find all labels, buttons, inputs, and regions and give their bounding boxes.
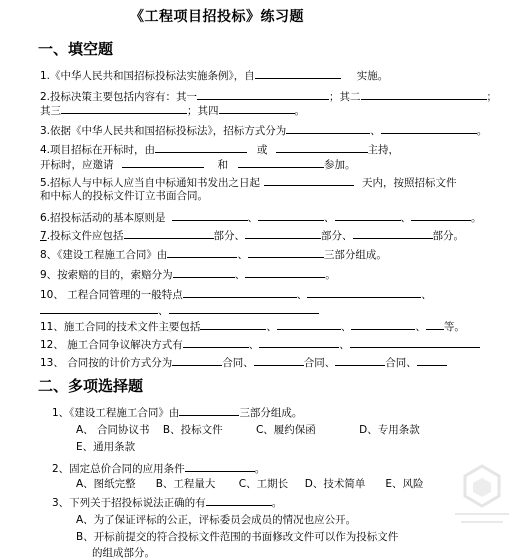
mc-question-3: 3、下列关于招投标说法正确的有 。 <box>52 494 282 510</box>
answer-blank[interactable] <box>185 460 255 472</box>
answer-blank[interactable] <box>173 266 235 278</box>
answer-blank[interactable] <box>167 246 237 258</box>
answer-blank[interactable] <box>172 354 222 366</box>
answer-blank[interactable] <box>417 354 447 366</box>
answer-blank[interactable] <box>238 156 324 168</box>
answer-blank[interactable] <box>122 156 204 168</box>
answer-blank[interactable] <box>179 404 239 416</box>
answer-blank[interactable] <box>124 227 214 239</box>
question-3: 3.依据《中华人民共和国招标投标法》，招标方式分为 、 。 <box>40 122 487 138</box>
question-5: 5.招标人与中标人应当自中标通知书发出之日起 天内，按照招标文件 <box>40 174 457 190</box>
question-2: 2.投标决策主要包括内容有：其一 ；其二 ； <box>40 88 497 104</box>
answer-blank[interactable] <box>350 336 480 348</box>
answer-blank[interactable] <box>172 209 248 221</box>
question-4: 4.项目招标在开标时，由 或 主持， <box>40 141 399 157</box>
mc-question-1: 1、《建设工程施工合同》由 三部分组成。 <box>52 404 302 420</box>
mc-question-2-options: A、图纸完整 B、工程量大 C、工期长 D、技术简单 E、风险 <box>76 478 424 490</box>
answer-blank[interactable] <box>277 318 341 330</box>
answer-blank[interactable] <box>353 227 433 239</box>
watermark-logo-icon <box>447 464 517 534</box>
answer-blank[interactable] <box>183 286 297 298</box>
question-11: 11、施工合同的技术文件主要包括 、 、 、 等。 <box>40 318 465 334</box>
answer-blank[interactable] <box>169 302 319 314</box>
answer-blank[interactable] <box>259 336 339 348</box>
question-6: 6.招投标活动的基本原则是 、 、 、 。 <box>40 209 482 225</box>
mc-question-3-option-b-cont: 的组成部分。 <box>92 547 155 559</box>
answer-blank[interactable] <box>200 318 266 330</box>
answer-blank[interactable] <box>381 122 477 134</box>
answer-blank[interactable] <box>219 102 295 114</box>
question-4-cont: 开标时，应邀请 和 参加。 <box>40 156 356 172</box>
answer-blank[interactable] <box>197 88 329 100</box>
page-title: 《工程项目招投标》练习题 <box>130 9 304 25</box>
question-5-cont: 和中标人的投标文件订立书面合同。 <box>40 190 208 202</box>
mc-question-2: 2、固定总价合同的应用条件 。 <box>52 460 265 476</box>
question-9: 9、按索赔的目的，索赔分为 、 。 <box>40 266 336 282</box>
question-2-cont: 其三 ；其四 。 <box>40 102 305 118</box>
answer-blank[interactable] <box>61 102 187 114</box>
mc-question-3-option-b: B、开标前提交的符合投标文件范围的书面修改文件可以作为投标文件 <box>76 531 399 543</box>
question-7: 7.投标文件应包括 部分、 部分、 部分。 <box>40 227 464 243</box>
question-12: 12、 施工合同争议解决方式有 、 、 <box>40 336 480 352</box>
answer-blank[interactable] <box>206 494 272 506</box>
answer-blank[interactable] <box>40 302 158 314</box>
answer-blank[interactable] <box>361 88 487 100</box>
question-10: 10、 工程合同管理的一般特点 、 、 <box>40 286 432 302</box>
answer-blank[interactable] <box>245 227 321 239</box>
answer-blank[interactable] <box>245 266 325 278</box>
answer-blank[interactable] <box>426 318 444 330</box>
section-heading-multiple-choice: 二、多项选择题 <box>38 377 144 395</box>
answer-blank[interactable] <box>351 318 415 330</box>
mc-question-3-option-a: A、为了保证评标的公正，评标委员会成员的情况也应公开。 <box>76 514 357 526</box>
answer-blank[interactable] <box>255 67 341 79</box>
answer-blank[interactable] <box>335 354 385 366</box>
answer-blank[interactable] <box>155 141 247 153</box>
question-8: 8、《建设工程施工合同》由 、 三部分组成。 <box>40 246 387 262</box>
answer-blank[interactable] <box>248 246 324 258</box>
answer-blank[interactable] <box>411 209 471 221</box>
answer-blank[interactable] <box>276 141 368 153</box>
answer-blank[interactable] <box>183 336 249 348</box>
mc-question-1-options: A、 合同协议书 B、投标文件 C、履约保函 D、专用条款 <box>76 424 420 436</box>
answer-blank[interactable] <box>258 209 324 221</box>
answer-blank[interactable] <box>307 286 421 298</box>
question-1: 1.《中华人民共和国招标投标法实施条例》，自 实施。 <box>40 67 388 83</box>
answer-blank[interactable] <box>286 122 370 134</box>
question-10-cont: 、 <box>40 302 319 318</box>
answer-blank[interactable] <box>254 354 304 366</box>
question-13: 13、 合同按的计价方式分为 合同、 合同、 合同、 <box>40 354 447 370</box>
answer-blank[interactable] <box>335 209 401 221</box>
answer-blank[interactable] <box>264 174 354 186</box>
section-heading-fill-in: 一、填空题 <box>38 40 114 58</box>
mc-question-1-options-cont: E、通用条款 <box>76 441 136 453</box>
